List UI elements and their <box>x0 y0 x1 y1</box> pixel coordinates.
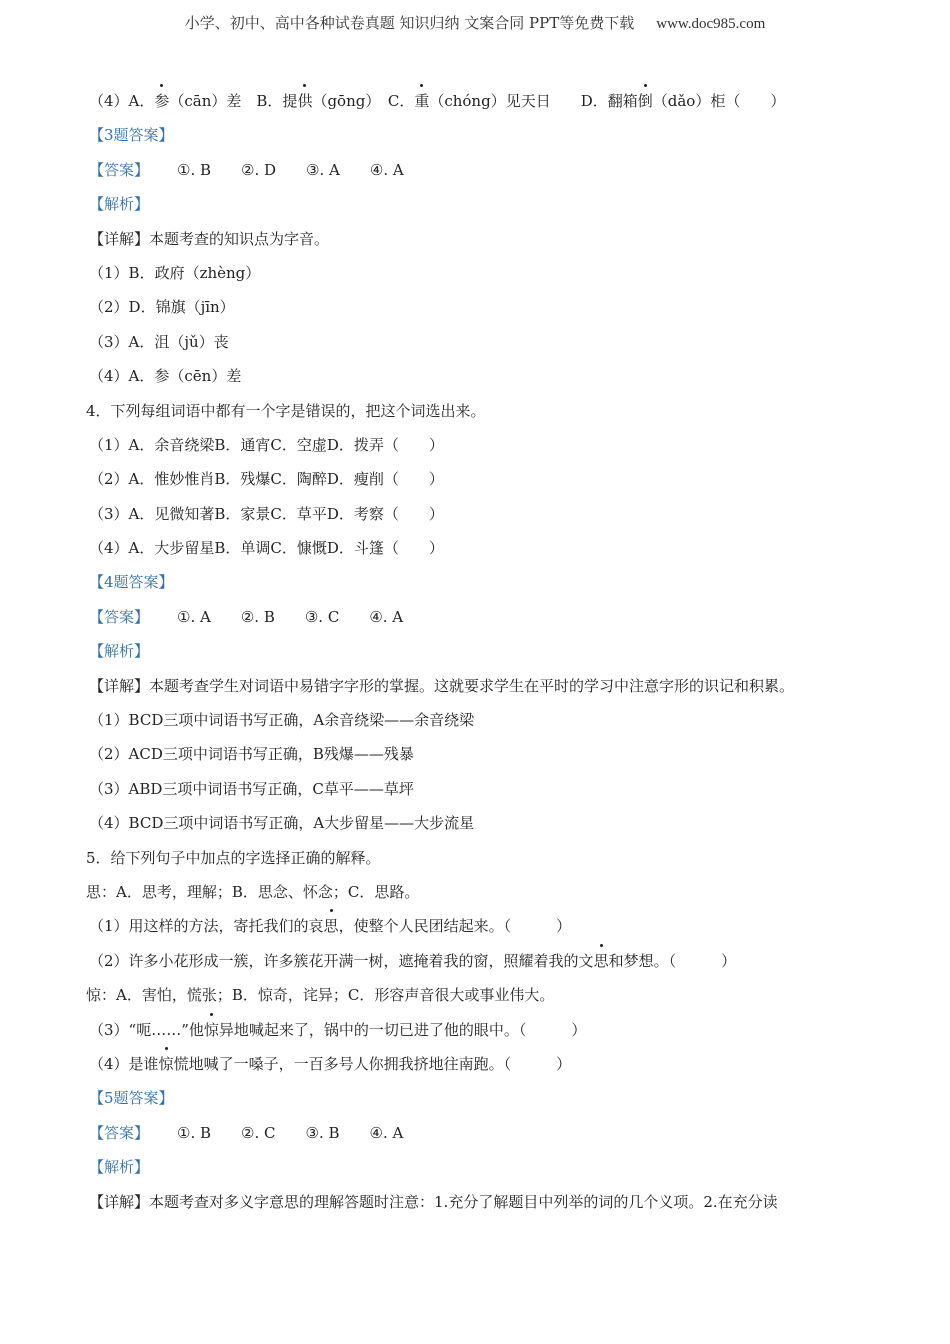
q3-answer-title: 【3题答案】 <box>89 126 174 145</box>
q4-detail-item: （1）BCD三项中词语书写正确，A余音绕梁——余音绕梁 <box>89 711 475 730</box>
q4-answer-title: 【4题答案】 <box>89 573 174 592</box>
q4-title: 4．下列每组词语中都有一个字是错误的，把这个词选出来。 <box>86 401 486 420</box>
answer-option: ④. A <box>369 607 404 626</box>
answer-label: 【答案】 <box>89 1123 150 1142</box>
q4-detail-item: （2）ACD三项中词语书写正确，B残爆——残暴 <box>89 745 414 764</box>
q4-detail-item: （3）ABD三项中词语书写正确，C草平——草坪 <box>89 779 414 798</box>
detail-label: 【详解】 <box>89 676 150 695</box>
dotted-char: 思 <box>594 946 609 976</box>
q5-title: 5．给下列句子中加点的字选择正确的解释。 <box>86 848 381 867</box>
q3-item-4: （4）A．参（cān）差 B．提供（gōng） C．重（chóng）见天日 D．翻箱倒（dǎo）柜（ ） <box>89 86 879 120</box>
answer-option: ①. A <box>177 607 211 626</box>
detail-text: 本题考查对多义字意思的理解答题时注意：1.充分了解题目中列举的词的几个义项。2.在充分读 <box>149 1192 778 1211</box>
dotted-char: 重 <box>414 86 429 116</box>
q5-si-meanings: 思：A．思考，理解；B．思念、怀念；C．思路。 <box>86 882 420 901</box>
answer-label: 【答案】 <box>89 160 150 179</box>
q3-detail-item: （1）B．政府（zhèng） <box>89 263 261 282</box>
q4-item: （2）A．惟妙惟肖B．残爆C．陶醉D．瘦削（ ） <box>89 470 444 489</box>
q5-detail <box>89 1187 879 1221</box>
q5-item-4: （4）是谁惊慌地喊了一嗓子，一百多号人你拥我挤地往南跑。（ ） <box>89 1049 879 1083</box>
page-header <box>0 12 950 36</box>
answer-option: ③. B <box>305 1123 340 1142</box>
detail-label: 【详解】 <box>89 229 150 248</box>
q3-detail-item: （2）D．锦旗（jīn） <box>89 298 235 317</box>
q5-item-1: （1）用这样的方法，寄托我们的哀思，使整个人民团结起来。（ ） <box>89 911 879 945</box>
q3-analysis-label: 【解析】 <box>89 195 150 214</box>
answer-option: ②. D <box>241 160 277 179</box>
detail-label: 【详解】 <box>89 1192 150 1211</box>
q4-analysis-label: 【解析】 <box>89 642 150 661</box>
q4-item: （1）A．余音绕梁B．通宵C．空虚D．拨弄（ ） <box>89 435 444 454</box>
q4-detail-item: （4）BCD三项中词语书写正确，A大步留星——大步流星 <box>89 814 475 833</box>
answer-option: ②. C <box>241 1123 276 1142</box>
q5-analysis-label: 【解析】 <box>89 1158 150 1177</box>
answer-option: ③. A <box>306 160 340 179</box>
answer-option: ④. A <box>369 160 404 179</box>
q5-item-3: （3）“呃……”他惊异地喊起来了，锅中的一切已进了他的眼中。（ ） <box>89 1015 879 1049</box>
header-site: www.doc985.com <box>656 16 766 32</box>
answer-option: ②. B <box>240 607 275 626</box>
q4-item: （4）A．大步留星B．单调C．慷慨D．斗篷（ ） <box>89 539 444 558</box>
dotted-char: 参 <box>154 86 169 116</box>
dotted-char: 思 <box>324 911 339 941</box>
q4-item: （3）A．见微知著B．家景C．草平D．考察（ ） <box>89 504 444 523</box>
q5-answer-title: 【5题答案】 <box>89 1089 174 1108</box>
detail-text: 本题考查的知识点为字音。 <box>149 229 330 248</box>
q4-answer <box>89 602 879 636</box>
q4-detail <box>89 671 879 705</box>
q5-answer <box>89 1118 879 1152</box>
q3-answer <box>89 155 879 189</box>
q3-detail <box>89 224 879 258</box>
dotted-char: 倒 <box>638 86 653 116</box>
answer-option: ①. B <box>177 160 212 179</box>
q3-detail-item: （4）A．参（cēn）差 <box>89 367 242 386</box>
dotted-char: 惊 <box>204 1015 219 1045</box>
q5-item-2: （2）许多小花形成一簇，许多簇花开满一树，遮掩着我的窗，照耀着我的文思和梦想。（ ） <box>89 946 879 980</box>
dotted-char: 供 <box>297 86 312 116</box>
answer-option: ①. B <box>177 1123 212 1142</box>
q5-jing-meanings: 惊：A．害怕，慌张；B．惊奇，诧异；C．形容声音很大或事业伟大。 <box>86 986 555 1005</box>
dotted-char: 惊 <box>159 1049 174 1079</box>
header-text: 小学、初中、高中各种试卷真题 知识归纳 文案合同 PPT等免费下载 <box>184 14 635 32</box>
answer-label: 【答案】 <box>89 607 150 626</box>
answer-option: ④. A <box>369 1123 404 1142</box>
detail-text: 本题考查学生对词语中易错字字形的掌握。这就要求学生在平时的学习中注意字形的识记和积累。 <box>149 676 795 695</box>
answer-option: ③. C <box>304 607 340 626</box>
document-body <box>86 86 879 1221</box>
q3-detail-item: （3）A．沮（jǔ）丧 <box>89 332 229 351</box>
